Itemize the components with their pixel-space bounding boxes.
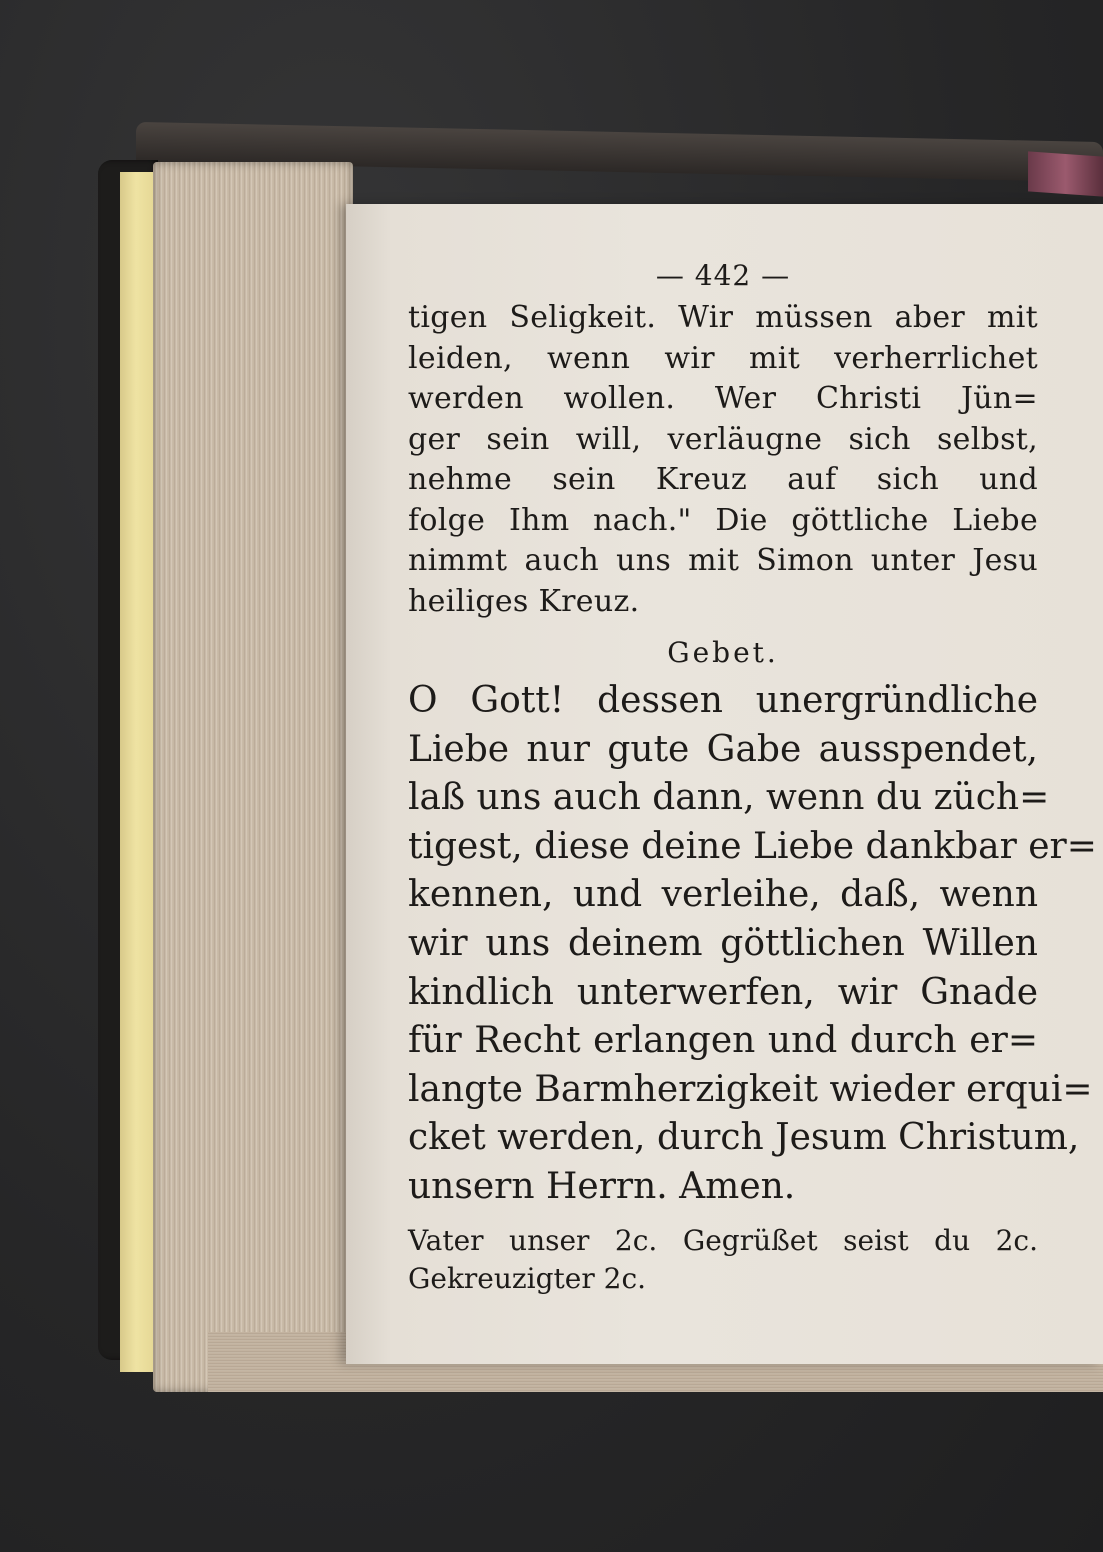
closing-paragraph xyxy=(408,1222,1038,1298)
cover-accent-fabric xyxy=(1028,151,1103,196)
prayer-line: kindlich unterwerfen, wir Gnade xyxy=(408,971,1038,1013)
prayer-line: O Gott! dessen unergründliche xyxy=(408,680,1038,721)
text-line: tigen Seligkeit. Wir müssen aber mit xyxy=(408,300,1038,335)
prayer-line: tigest, diese deine Liebe dankbar er= xyxy=(408,825,1097,867)
prayer-line: kennen, und verleihe, daß, wenn xyxy=(408,874,1038,916)
text-line: werden wollen. Wer Christi Jün= xyxy=(408,381,1038,416)
prayer-line: cket werden, durch Jesum Christum, xyxy=(408,1117,1080,1159)
section-heading: Gebet. xyxy=(667,636,779,669)
page-stack-edge xyxy=(153,162,353,1392)
prayer-line: Liebe nur gute Gabe ausspendet, xyxy=(408,728,1038,770)
prayer-line: wir uns deinem göttlichen Willen xyxy=(408,922,1038,964)
prayer-paragraph xyxy=(408,677,1097,1212)
prayer-line: langte Barmherzigkeit wieder erqui= xyxy=(408,1068,1093,1110)
prayer-line: für Recht erlangen und durch er= xyxy=(408,1020,1038,1062)
text-line: folge Ihm nach." Die göttliche Liebe xyxy=(408,502,1038,538)
text-line: heiliges Kreuz. xyxy=(408,583,640,619)
page-text xyxy=(408,259,1097,1298)
prayer-line: unsern Herrn. Amen. xyxy=(408,1165,796,1207)
prayer-line: laß uns auch dann, wenn du züch= xyxy=(408,777,1050,819)
open-book xyxy=(98,132,1103,1392)
closing-line: Gekreuzigter 2c. xyxy=(408,1261,647,1295)
intro-paragraph xyxy=(408,298,1038,622)
book-page xyxy=(346,204,1103,1364)
text-line: nimmt auch uns mit Simon unter Jesu xyxy=(408,543,1038,578)
text-line: ger sein will, verläugne sich selbst, xyxy=(408,421,1038,457)
closing-line: Vater unser 2c. Gegrüßet seist du 2c. xyxy=(408,1223,1038,1257)
text-line: leiden, wenn wir mit verherrlichet xyxy=(408,340,1038,376)
text-line: nehme sein Kreuz auf sich und xyxy=(408,462,1038,497)
page-number: — 442 — xyxy=(655,259,791,292)
